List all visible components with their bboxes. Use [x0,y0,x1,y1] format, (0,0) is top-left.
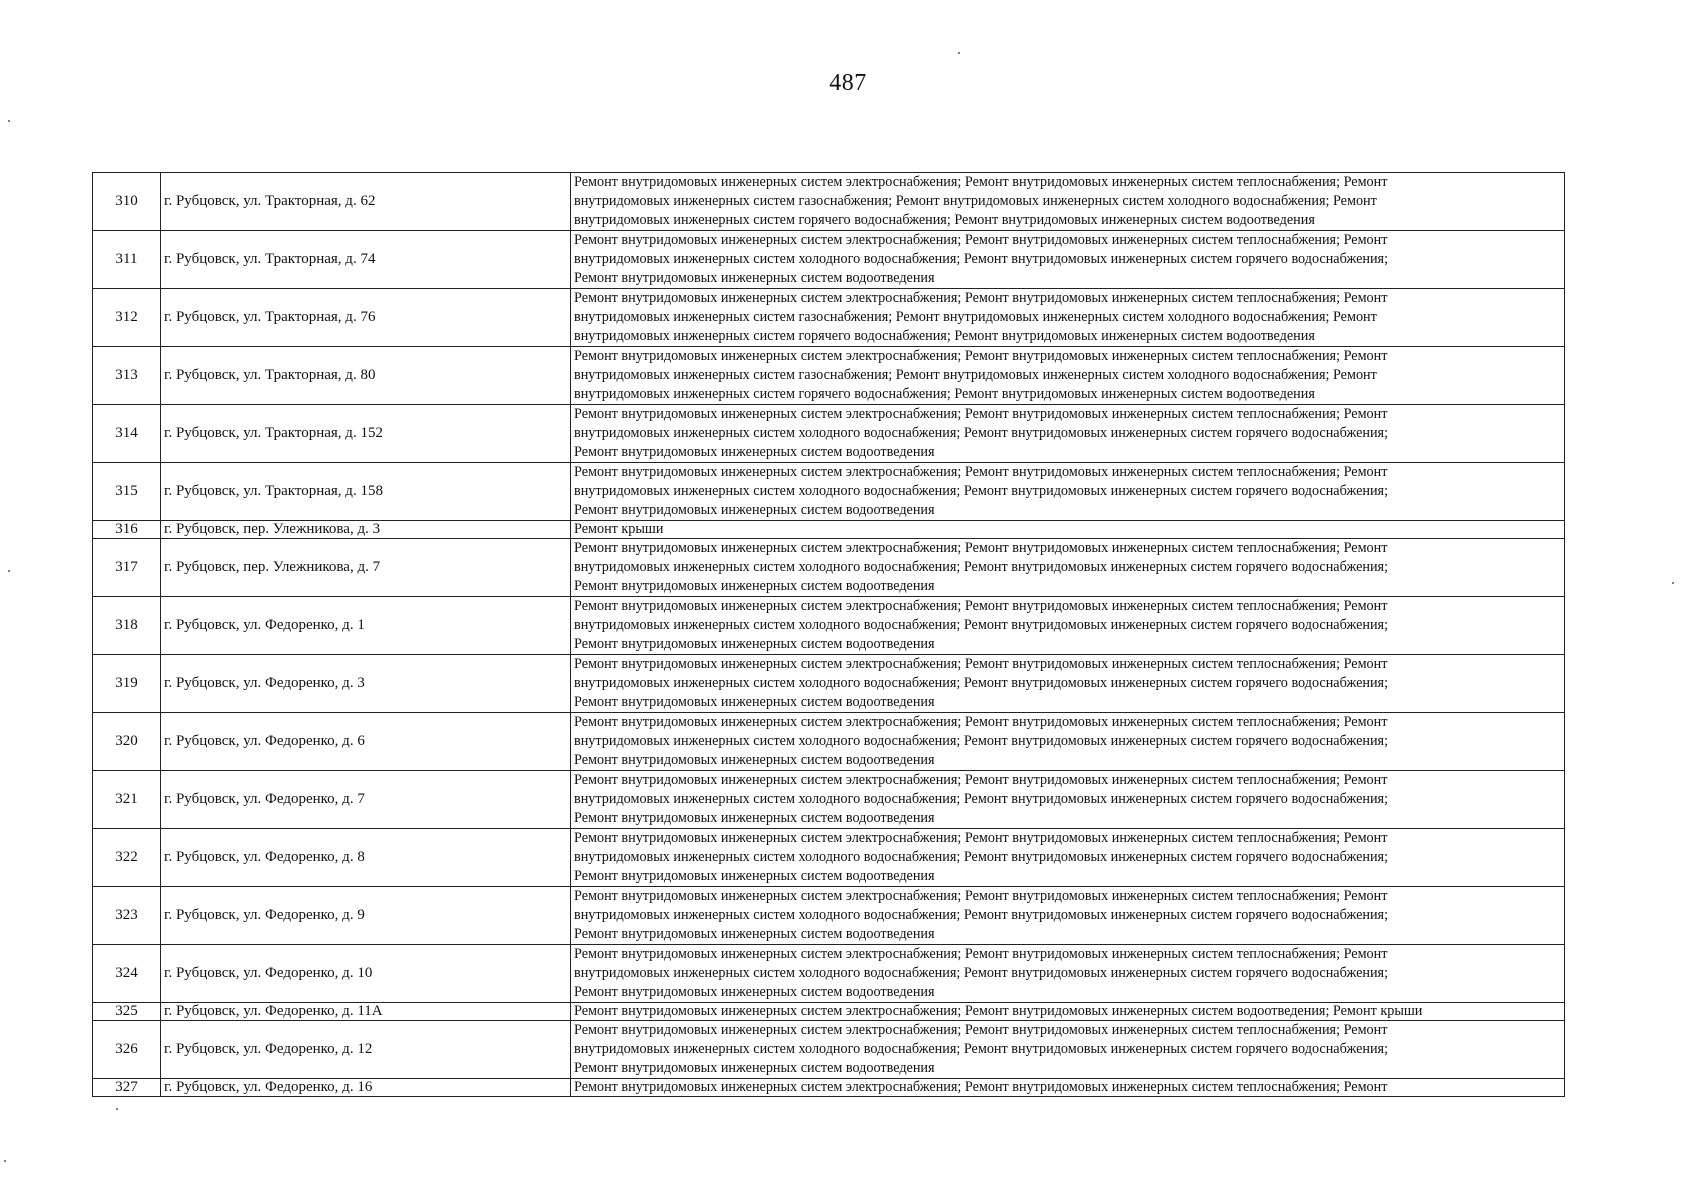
row-works [571,347,1565,405]
table-row [93,887,1565,945]
row-number: 320 [93,713,161,771]
table-row [93,289,1565,347]
scan-speck [116,1108,118,1110]
scan-speck [1672,582,1674,584]
scan-speck [958,52,960,54]
work-line: внутридомовых инженерных систем газоснабжения; Ремонт внутридомовых инженерных систем холодного водоснабжения; Ремонт [574,193,1377,209]
table-row [93,597,1565,655]
table-row [93,463,1565,521]
work-line: Ремонт внутридомовых инженерных систем электроснабжения; Ремонт внутридомовых инженерных систем теплоснабжения; Ремонт [574,464,1388,480]
scan-speck [8,570,10,572]
page-number: 487 [829,70,867,96]
work-line: Ремонт внутридомовых инженерных систем электроснабжения; Ремонт внутридомовых инженерных систем теплоснабжения; Ремонт [574,598,1388,614]
row-works [571,945,1565,1003]
row-number: 317 [93,539,161,597]
work-line: внутридомовых инженерных систем холодного водоснабжения; Ремонт внутридомовых инженерных систем горячего водоснабжения; [574,791,1389,807]
work-line: Ремонт внутридомовых инженерных систем электроснабжения; Ремонт внутридомовых инженерных систем теплоснабжения; Ремонт [574,888,1388,904]
work-line: Ремонт внутридомовых инженерных систем электроснабжения; Ремонт внутридомовых инженерных систем теплоснабжения; Ремонт [574,946,1388,962]
row-number: 324 [93,945,161,1003]
work-line: Ремонт внутридомовых инженерных систем электроснабжения; Ремонт внутридомовых инженерных систем теплоснабжения; Ремонт [574,348,1388,364]
work-line: Ремонт внутридомовых инженерных систем электроснабжения; Ремонт внутридомовых инженерных систем теплоснабжения; Ремонт [574,830,1388,846]
scan-speck [8,120,10,122]
row-works [571,713,1565,771]
work-line: Ремонт внутридомовых инженерных систем водоотведения [574,868,935,884]
work-line: Ремонт внутридомовых инженерных систем электроснабжения; Ремонт внутридомовых инженерных систем водоотведения; Ремонт крыши [574,1003,1423,1019]
work-line: внутридомовых инженерных систем холодного водоснабжения; Ремонт внутридомовых инженерных систем горячего водоснабжения; [574,559,1389,575]
work-line: внутридомовых инженерных систем холодного водоснабжения; Ремонт внутридомовых инженерных систем горячего водоснабжения; [574,425,1389,441]
work-line: внутридомовых инженерных систем горячего водоснабжения; Ремонт внутридомовых инженерных систем водоотведения [574,386,1315,402]
row-works [571,829,1565,887]
work-line: Ремонт внутридомовых инженерных систем водоотведения [574,694,935,710]
table-row [93,713,1565,771]
work-line: внутридомовых инженерных систем холодного водоснабжения; Ремонт внутридомовых инженерных систем горячего водоснабжения; [574,1041,1389,1057]
work-line: Ремонт внутридомовых инженерных систем водоотведения [574,578,935,594]
work-line: Ремонт внутридомовых инженерных систем электроснабжения; Ремонт внутридомовых инженерных систем теплоснабжения; Ремонт [574,714,1388,730]
row-number: 312 [93,289,161,347]
work-line: Ремонт внутридомовых инженерных систем электроснабжения; Ремонт внутридомовых инженерных систем теплоснабжения; Ремонт [574,174,1388,190]
row-number: 319 [93,655,161,713]
table-row [93,539,1565,597]
work-line: Ремонт внутридомовых инженерных систем электроснабжения; Ремонт внутридомовых инженерных систем теплоснабжения; Ремонт [574,1022,1388,1038]
work-line: внутридомовых инженерных систем холодного водоснабжения; Ремонт внутридомовых инженерных систем горячего водоснабжения; [574,849,1389,865]
row-address: г. Рубцовск, ул. Федоренко, д. 11А [161,1003,571,1021]
row-number: 323 [93,887,161,945]
row-works [571,887,1565,945]
row-works [571,231,1565,289]
work-line: Ремонт внутридомовых инженерных систем электроснабжения; Ремонт внутридомовых инженерных систем теплоснабжения; Ремонт [574,772,1388,788]
work-line: внутридомовых инженерных систем холодного водоснабжения; Ремонт внутридомовых инженерных систем горячего водоснабжения; [574,483,1389,499]
work-line: Ремонт внутридомовых инженерных систем водоотведения [574,1060,935,1076]
work-line: Ремонт внутридомовых инженерных систем электроснабжения; Ремонт внутридомовых инженерных систем теплоснабжения; Ремонт [574,406,1388,422]
work-line: Ремонт внутридомовых инженерных систем электроснабжения; Ремонт внутридомовых инженерных систем теплоснабжения; Ремонт [574,540,1388,556]
row-address: г. Рубцовск, ул. Тракторная, д. 80 [161,347,571,405]
row-works [571,771,1565,829]
row-works [571,655,1565,713]
row-number: 327 [93,1079,161,1097]
work-line: Ремонт внутридомовых инженерных систем водоотведения [574,444,935,460]
row-number: 316 [93,521,161,539]
work-line: Ремонт внутридомовых инженерных систем водоотведения [574,810,935,826]
row-address: г. Рубцовск, ул. Федоренко, д. 6 [161,713,571,771]
row-address: г. Рубцовск, ул. Федоренко, д. 10 [161,945,571,1003]
work-line: Ремонт внутридомовых инженерных систем водоотведения [574,270,935,286]
work-line: внутридомовых инженерных систем газоснабжения; Ремонт внутридомовых инженерных систем холодного водоснабжения; Ремонт [574,309,1377,325]
row-works [571,405,1565,463]
table-row [93,655,1565,713]
row-address: г. Рубцовск, ул. Федоренко, д. 3 [161,655,571,713]
row-works [571,463,1565,521]
row-works [571,539,1565,597]
row-address: г. Рубцовск, ул. Тракторная, д. 74 [161,231,571,289]
row-number: 326 [93,1021,161,1079]
work-line: внутридомовых инженерных систем горячего водоснабжения; Ремонт внутридомовых инженерных систем водоотведения [574,328,1315,344]
row-address: г. Рубцовск, ул. Федоренко, д. 12 [161,1021,571,1079]
row-number: 315 [93,463,161,521]
row-number: 318 [93,597,161,655]
row-address: г. Рубцовск, ул. Тракторная, д. 158 [161,463,571,521]
work-line: внутридомовых инженерных систем холодного водоснабжения; Ремонт внутридомовых инженерных систем горячего водоснабжения; [574,965,1389,981]
work-line: Ремонт внутридомовых инженерных систем водоотведения [574,926,935,942]
row-address: г. Рубцовск, ул. Федоренко, д. 9 [161,887,571,945]
work-line: внутридомовых инженерных систем холодного водоснабжения; Ремонт внутридомовых инженерных систем горячего водоснабжения; [574,907,1389,923]
work-line: внутридомовых инженерных систем газоснабжения; Ремонт внутридомовых инженерных систем холодного водоснабжения; Ремонт [574,367,1377,383]
row-address: г. Рубцовск, ул. Федоренко, д. 8 [161,829,571,887]
work-line: Ремонт внутридомовых инженерных систем водоотведения [574,502,935,518]
row-works [571,173,1565,231]
row-number: 325 [93,1003,161,1021]
work-line: внутридомовых инженерных систем холодного водоснабжения; Ремонт внутридомовых инженерных систем горячего водоснабжения; [574,617,1389,633]
work-line: внутридомовых инженерных систем горячего водоснабжения; Ремонт внутридомовых инженерных систем водоотведения [574,212,1315,228]
row-address: г. Рубцовск, ул. Федоренко, д. 7 [161,771,571,829]
row-works [571,289,1565,347]
row-address: г. Рубцовск, ул. Тракторная, д. 152 [161,405,571,463]
row-address: г. Рубцовск, пер. Улежникова, д. 3 [161,521,571,539]
row-address: г. Рубцовск, ул. Федоренко, д. 1 [161,597,571,655]
scan-speck [4,1160,6,1162]
table-row [93,521,1565,539]
table-row [93,945,1565,1003]
table-row [93,1021,1565,1079]
row-number: 314 [93,405,161,463]
row-number: 310 [93,173,161,231]
row-number: 321 [93,771,161,829]
row-works [571,1079,1565,1097]
table-row [93,347,1565,405]
row-works [571,1021,1565,1079]
row-address: г. Рубцовск, ул. Федоренко, д. 16 [161,1079,571,1097]
works-table [92,172,1565,1097]
work-line: Ремонт внутридомовых инженерных систем электроснабжения; Ремонт внутридомовых инженерных систем теплоснабжения; Ремонт [574,1079,1388,1095]
work-line: Ремонт внутридомовых инженерных систем водоотведения [574,636,935,652]
works-table-body [93,173,1565,1097]
row-works [571,521,1565,539]
table-row [93,231,1565,289]
table-row [93,1079,1565,1097]
row-works [571,1003,1565,1021]
row-address: г. Рубцовск, ул. Тракторная, д. 76 [161,289,571,347]
table-row [93,173,1565,231]
work-line: внутридомовых инженерных систем холодного водоснабжения; Ремонт внутридомовых инженерных систем горячего водоснабжения; [574,733,1389,749]
row-address: г. Рубцовск, пер. Улежникова, д. 7 [161,539,571,597]
table-row [93,771,1565,829]
work-line: Ремонт внутридомовых инженерных систем электроснабжения; Ремонт внутридомовых инженерных систем теплоснабжения; Ремонт [574,656,1388,672]
work-line: внутридомовых инженерных систем холодного водоснабжения; Ремонт внутридомовых инженерных систем горячего водоснабжения; [574,675,1389,691]
table-row [93,405,1565,463]
work-line: Ремонт внутридомовых инженерных систем электроснабжения; Ремонт внутридомовых инженерных систем теплоснабжения; Ремонт [574,290,1388,306]
work-line: Ремонт крыши [574,521,664,537]
work-line: Ремонт внутридомовых инженерных систем водоотведения [574,984,935,1000]
row-works [571,597,1565,655]
table-row [93,829,1565,887]
work-line: Ремонт внутридомовых инженерных систем водоотведения [574,752,935,768]
work-line: Ремонт внутридомовых инженерных систем электроснабжения; Ремонт внутридомовых инженерных систем теплоснабжения; Ремонт [574,232,1388,248]
table-row [93,1003,1565,1021]
row-number: 313 [93,347,161,405]
row-number: 322 [93,829,161,887]
row-number: 311 [93,231,161,289]
work-line: внутридомовых инженерных систем холодного водоснабжения; Ремонт внутридомовых инженерных систем горячего водоснабжения; [574,251,1389,267]
row-address: г. Рубцовск, ул. Тракторная, д. 62 [161,173,571,231]
